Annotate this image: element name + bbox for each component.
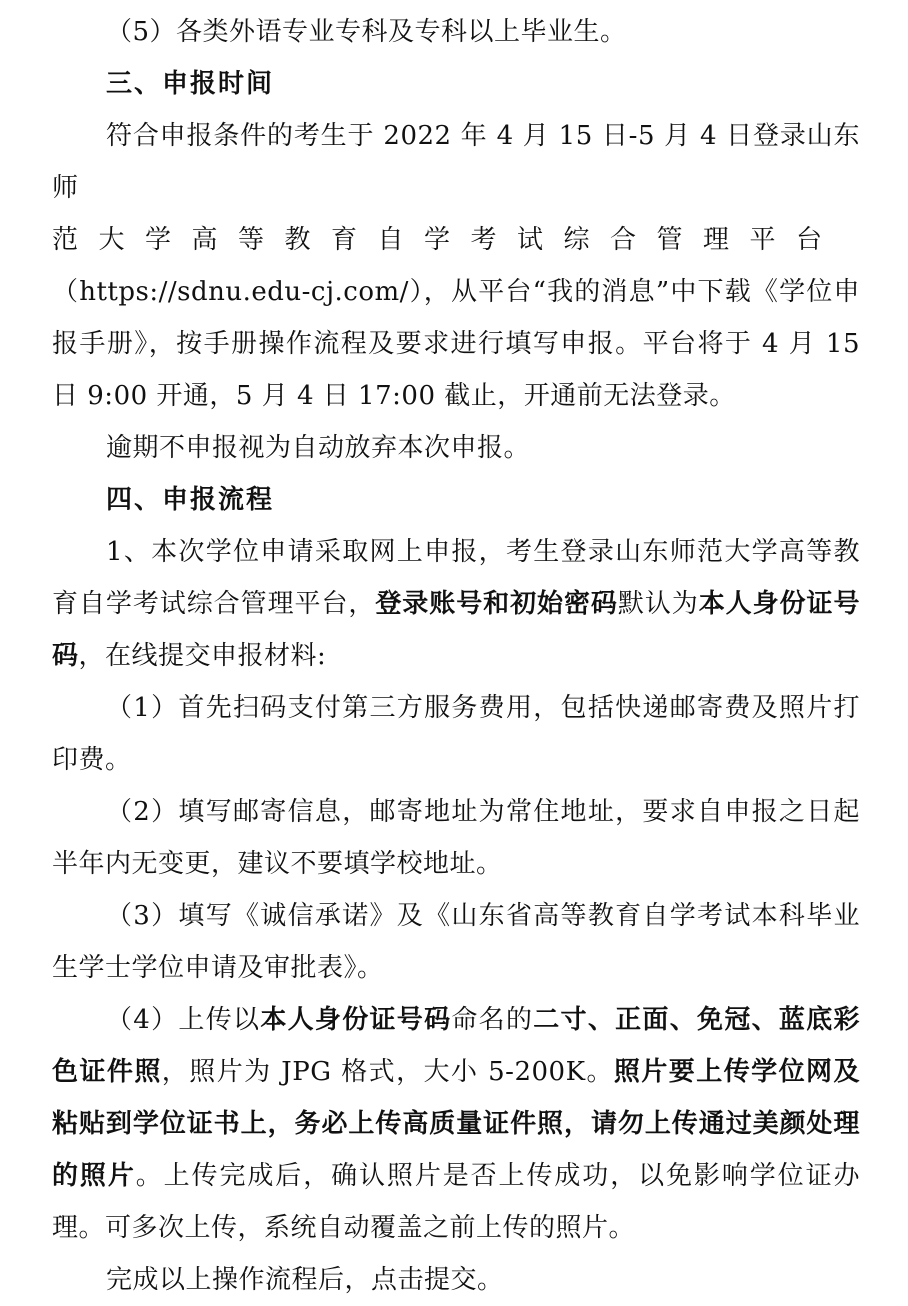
- step-4: [52, 994, 860, 1254]
- step-2: （2）填写邮寄信息，邮寄地址为常住地址，要求自申报之日起半年内无变更，建议不要填学校地址。: [52, 797, 860, 879]
- step4-text-a: （4）上传以: [106, 1005, 261, 1035]
- step4-text-c: 命名的: [451, 1005, 534, 1035]
- document-page: [52, 6, 860, 1306]
- section-4-heading: 四、申报流程: [106, 485, 275, 515]
- sec3-p1-text-c: （https://sdnu.edu-cj.com/），从平台“我的消息”中下载《学位申报手册》，按手册操作流程及要求进行填写申报。平台将于 4 月 15 日 9:00 开通，5 月 4 日 17:00 截止，开通前无法登录。: [52, 277, 860, 411]
- step-1: （1）首先扫码支付第三方服务费用，包括快递邮寄费及照片打印费。: [52, 693, 860, 775]
- section-3-paragraph-1: [52, 110, 860, 422]
- sec4-p1-bold-login: 登录账号和初始密码: [375, 589, 618, 619]
- section-4-paragraph-1: [52, 526, 860, 682]
- closing-line: 完成以上操作流程后，点击提交。: [106, 1265, 504, 1295]
- item-5: （5）各类外语专业专科及专科以上毕业生。: [106, 17, 627, 47]
- step4-text-g: 。上传完成后，确认照片是否上传成功，以免影响学位证办理。可多次上传，系统自动覆盖之前上传的照片。: [52, 1161, 860, 1243]
- sec4-p1-bold-id: 本人身份证号码: [52, 589, 860, 671]
- sec3-p1-text-a: 符合申报条件的考生于 2022 年 4 月 15 日-5 月 4 日登录山东师: [52, 121, 860, 203]
- step4-text-e: ，照片为 JPG 格式，大小 5-200K。: [161, 1057, 614, 1087]
- sec3-p1-text-b: 范大学高等教育自学考试综合管理平台: [52, 225, 843, 255]
- step4-bold-photo-spec: 二寸、正面、免冠、蓝底彩色证件照: [52, 1005, 860, 1087]
- section-3-paragraph-2: 逾期不申报视为自动放弃本次申报。: [106, 433, 531, 463]
- section-3-heading: 三、申报时间: [106, 69, 275, 99]
- sec4-p1-text-a: 1、本次学位申请采取网上申报，考生登录山东师范大学高等教育自学考试综合管理平台，: [52, 537, 860, 619]
- step-3: （3）填写《诚信承诺》及《山东省高等教育自学考试本科毕业生学士学位申请及审批表》。: [52, 901, 860, 983]
- sec4-p1-text-c: 默认为: [617, 589, 699, 619]
- step4-bold-photo-warning: 照片要上传学位网及粘贴到学位证书上，务必上传高质量证件照，请勿上传通过美颜处理的照片: [52, 1057, 860, 1191]
- step4-bold-id: 本人身份证号码: [260, 1005, 452, 1035]
- sec4-p1-text-e: ，在线提交申报材料:: [78, 641, 327, 671]
